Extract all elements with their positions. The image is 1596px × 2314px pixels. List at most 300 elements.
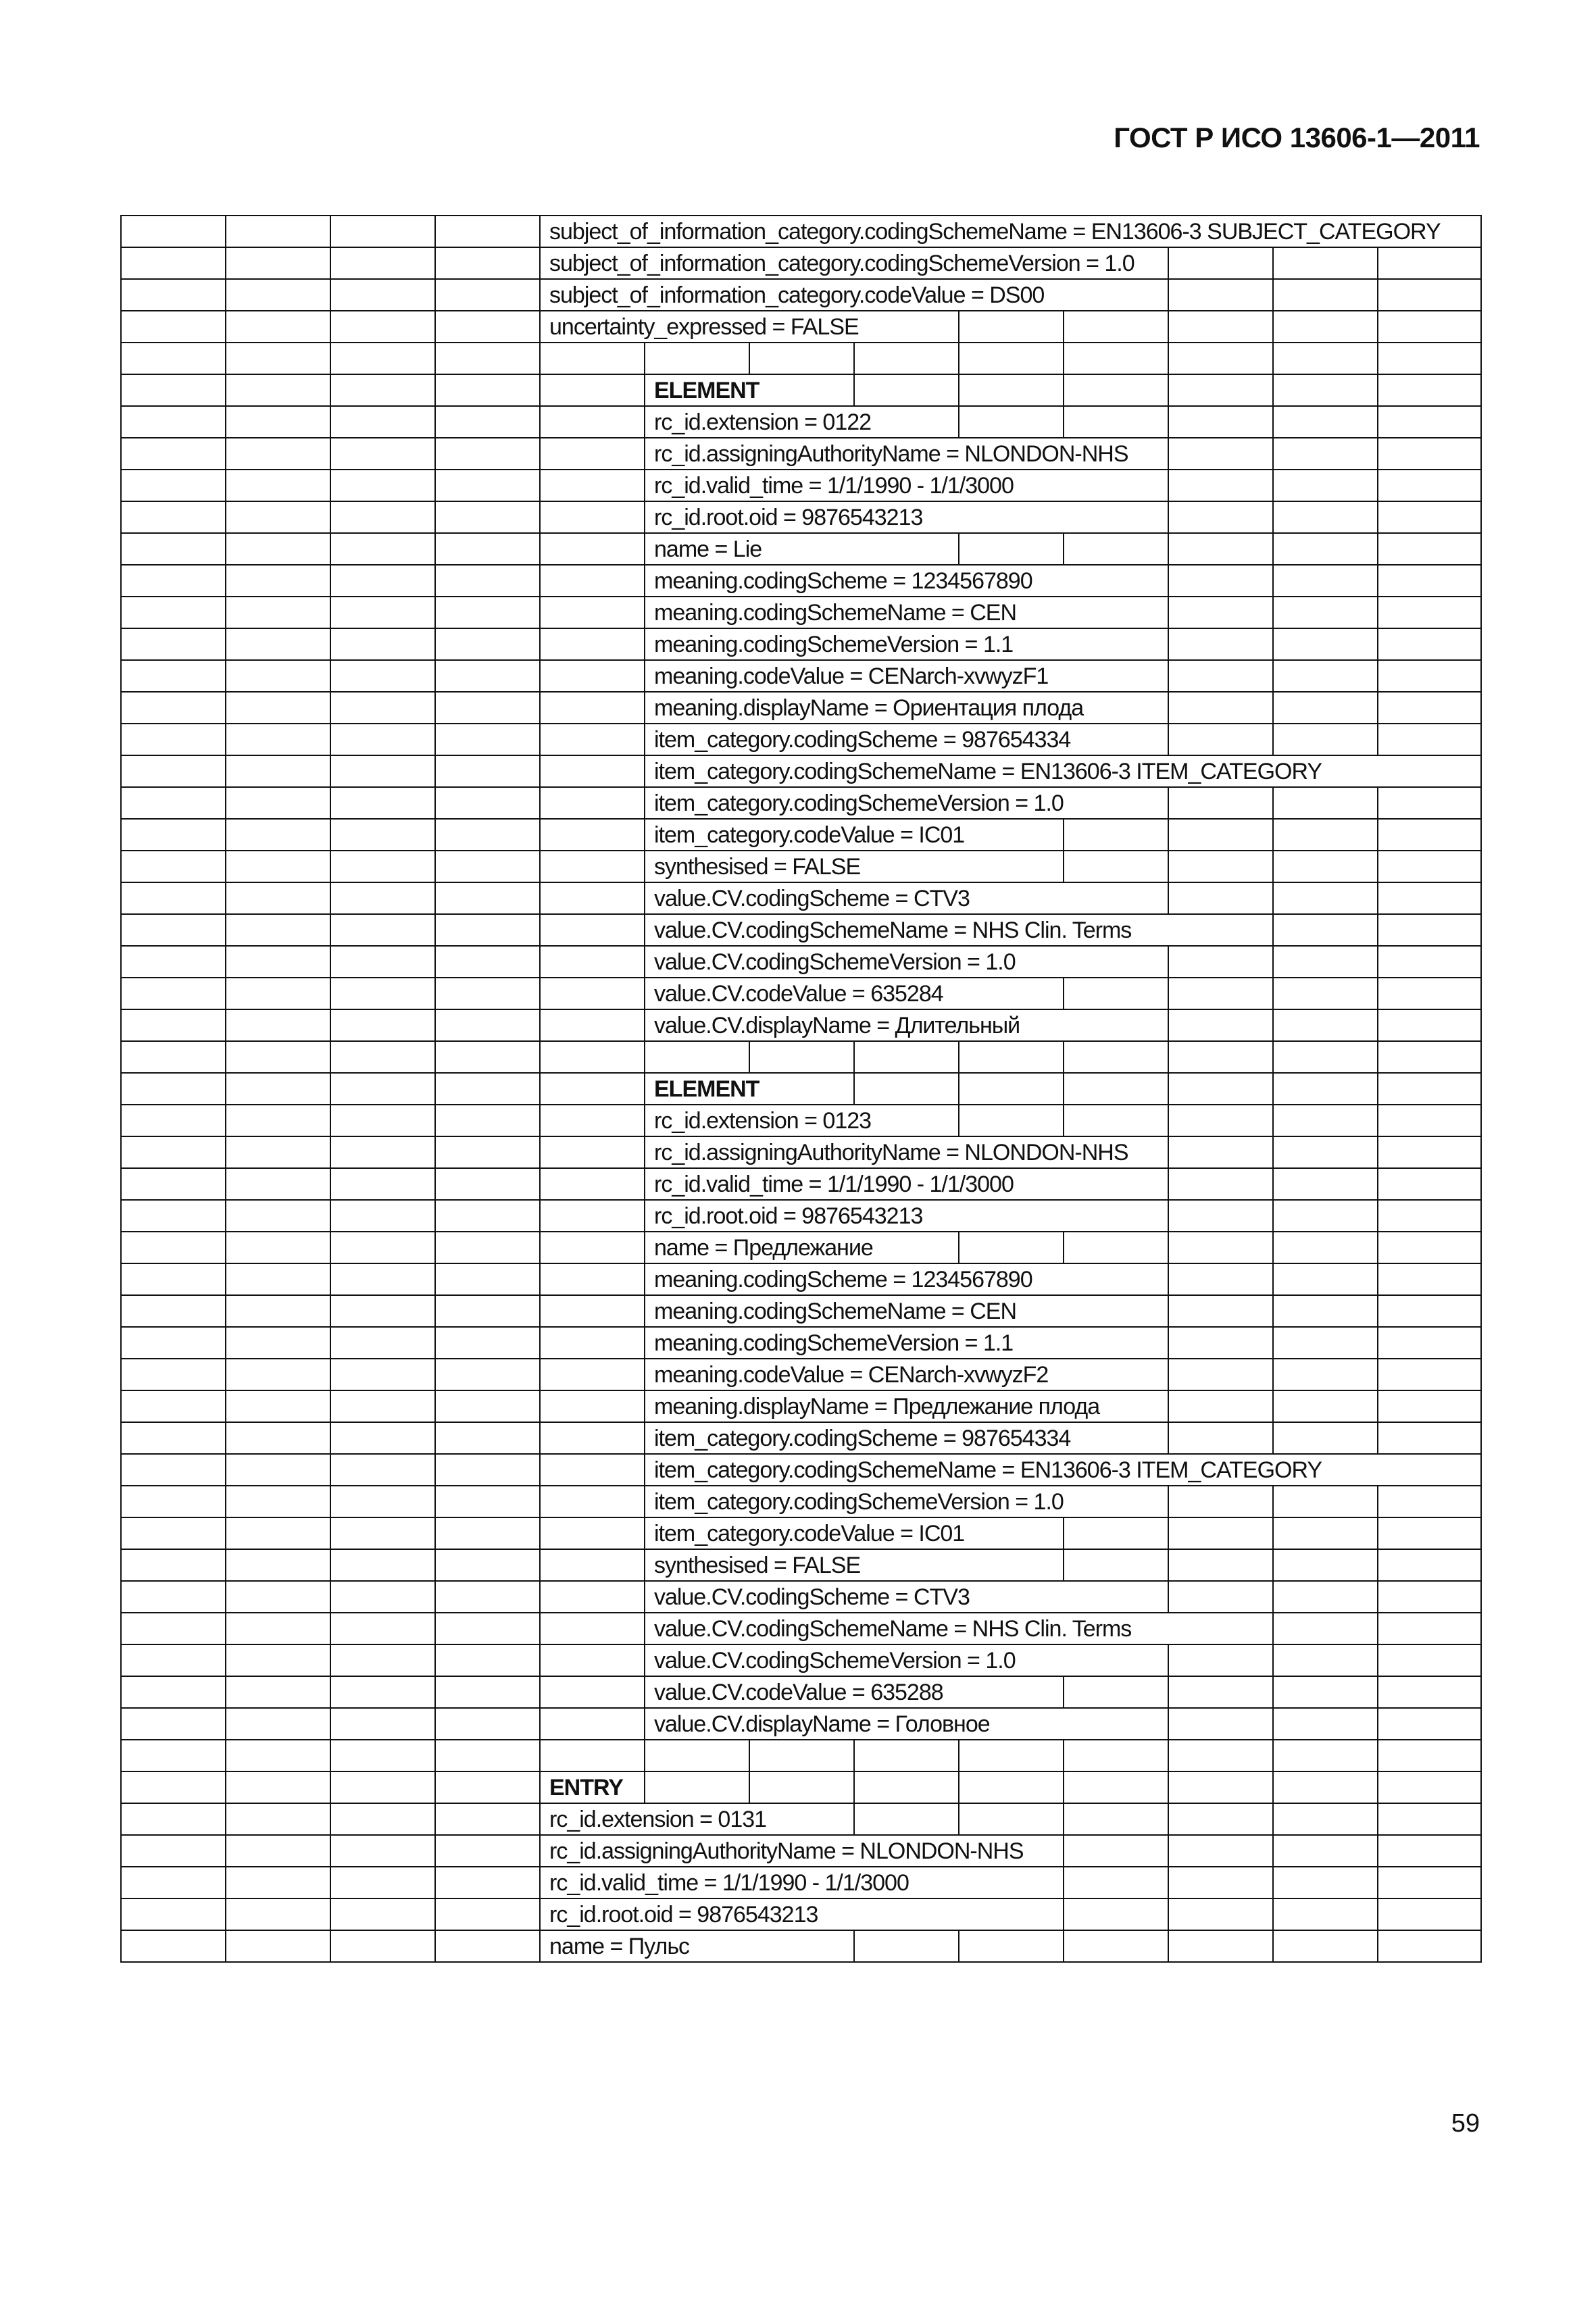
empty-cell (854, 1771, 959, 1803)
table-row (121, 724, 1481, 755)
entry-text-cell: rc_id.valid_time = 1/1/1990 - 1/1/3000 (645, 1168, 1168, 1200)
empty-cell (1273, 1295, 1378, 1327)
empty-cell (226, 311, 330, 343)
empty-cell (435, 1136, 540, 1168)
empty-cell (435, 1613, 540, 1644)
empty-cell (1378, 1613, 1481, 1644)
empty-cell (1168, 1835, 1273, 1867)
empty-cell (226, 1009, 330, 1041)
empty-cell (1168, 1168, 1273, 1200)
empty-cell (121, 1708, 226, 1740)
table-row (121, 438, 1481, 470)
empty-cell (330, 1549, 435, 1581)
empty-cell (435, 628, 540, 660)
empty-cell (1168, 660, 1273, 692)
empty-cell (959, 1930, 1064, 1962)
empty-cell (121, 1105, 226, 1136)
empty-cell (121, 1613, 226, 1644)
empty-cell (435, 692, 540, 724)
empty-cell (226, 1486, 330, 1517)
empty-cell (121, 1803, 226, 1835)
empty-cell (540, 597, 645, 628)
table-row (121, 1041, 1481, 1073)
empty-cell (1168, 1200, 1273, 1232)
empty-cell (1168, 851, 1273, 882)
empty-cell (1064, 1771, 1168, 1803)
empty-cell (435, 1581, 540, 1613)
empty-cell (1064, 374, 1168, 406)
empty-cell (854, 1803, 959, 1835)
empty-cell (540, 1676, 645, 1708)
table-row (121, 1390, 1481, 1422)
empty-cell (330, 1422, 435, 1454)
empty-cell (435, 660, 540, 692)
empty-cell (226, 1613, 330, 1644)
empty-cell (959, 1740, 1064, 1771)
empty-cell (1273, 660, 1378, 692)
empty-cell (1168, 1644, 1273, 1676)
empty-cell (540, 1581, 645, 1613)
entry-text-cell: item_category.codingSchemeName = EN13606-3 ITEM_CATEGORY (645, 755, 1481, 787)
entry-text-cell: item_category.codeValue = IC01 (645, 819, 1064, 851)
empty-cell (121, 1517, 226, 1549)
empty-cell (1168, 1771, 1273, 1803)
empty-cell (1168, 1867, 1273, 1898)
empty-cell (959, 1041, 1064, 1073)
empty-cell (1273, 1835, 1378, 1867)
empty-cell (1273, 533, 1378, 565)
empty-cell (330, 501, 435, 533)
empty-cell (226, 1644, 330, 1676)
empty-cell (435, 216, 540, 247)
empty-cell (435, 1549, 540, 1581)
empty-cell (540, 660, 645, 692)
empty-cell (330, 1740, 435, 1771)
empty-cell (959, 343, 1064, 374)
empty-cell (540, 1422, 645, 1454)
empty-cell (1378, 1359, 1481, 1390)
empty-cell (1064, 1835, 1168, 1867)
table-row (121, 1676, 1481, 1708)
table-row (121, 1581, 1481, 1613)
empty-cell (435, 1200, 540, 1232)
empty-cell (226, 819, 330, 851)
table-row (121, 1549, 1481, 1581)
empty-cell (121, 406, 226, 438)
empty-cell (1273, 914, 1378, 946)
empty-cell (330, 438, 435, 470)
empty-cell (540, 406, 645, 438)
empty-cell (121, 311, 226, 343)
empty-cell (1064, 1803, 1168, 1835)
empty-cell (121, 1740, 226, 1771)
empty-cell (330, 1771, 435, 1803)
entry-text-cell: uncertainty_expressed = FALSE (540, 311, 959, 343)
empty-cell (121, 1422, 226, 1454)
empty-cell (121, 724, 226, 755)
empty-cell (1273, 1359, 1378, 1390)
table-row (121, 787, 1481, 819)
empty-cell (121, 438, 226, 470)
empty-cell (1378, 1740, 1481, 1771)
table-row (121, 247, 1481, 279)
entry-text-cell: synthesised = FALSE (645, 1549, 1064, 1581)
empty-cell (1168, 1327, 1273, 1359)
table-row (121, 851, 1481, 882)
empty-cell (1378, 1898, 1481, 1930)
empty-cell (749, 1740, 854, 1771)
entry-text-cell: value.CV.codingScheme = CTV3 (645, 882, 1168, 914)
table-row (121, 628, 1481, 660)
empty-cell (435, 914, 540, 946)
empty-cell (1168, 311, 1273, 343)
empty-cell (1168, 882, 1273, 914)
empty-cell (330, 1041, 435, 1073)
empty-cell (330, 1454, 435, 1486)
empty-cell (226, 1105, 330, 1136)
empty-cell (540, 1041, 645, 1073)
entry-text-cell: meaning.codingScheme = 1234567890 (645, 1263, 1168, 1295)
entry-text-cell: meaning.codingSchemeVersion = 1.1 (645, 1327, 1168, 1359)
table-row (121, 1708, 1481, 1740)
empty-cell (330, 1263, 435, 1295)
table-row (121, 1422, 1481, 1454)
empty-cell (1273, 1073, 1378, 1105)
empty-cell (121, 851, 226, 882)
empty-cell (1064, 311, 1168, 343)
empty-cell (330, 533, 435, 565)
empty-cell (435, 438, 540, 470)
empty-cell (330, 1803, 435, 1835)
empty-cell (121, 1581, 226, 1613)
empty-cell (1378, 470, 1481, 501)
page-number: 59 (1451, 2109, 1480, 2138)
empty-cell (1273, 1136, 1378, 1168)
empty-cell (226, 1295, 330, 1327)
empty-cell (1064, 819, 1168, 851)
empty-cell (121, 1009, 226, 1041)
empty-cell (540, 978, 645, 1009)
table-row (121, 1263, 1481, 1295)
empty-cell (540, 1073, 645, 1105)
empty-cell (1273, 247, 1378, 279)
empty-cell (121, 882, 226, 914)
empty-cell (1378, 501, 1481, 533)
entry-text-cell: item_category.codingSchemeVersion = 1.0 (645, 1486, 1168, 1517)
empty-cell (226, 216, 330, 247)
empty-cell (435, 470, 540, 501)
empty-cell (540, 1740, 645, 1771)
empty-cell (226, 1740, 330, 1771)
empty-cell (1168, 1041, 1273, 1073)
empty-cell (1273, 1644, 1378, 1676)
empty-cell (121, 1644, 226, 1676)
empty-cell (1273, 1708, 1378, 1740)
table-row (121, 216, 1481, 247)
empty-cell (540, 501, 645, 533)
table-row (121, 946, 1481, 978)
empty-cell (226, 1867, 330, 1898)
empty-cell (226, 755, 330, 787)
table-row (121, 1486, 1481, 1517)
empty-cell (1273, 1898, 1378, 1930)
empty-cell (226, 724, 330, 755)
empty-cell (1378, 1835, 1481, 1867)
empty-cell (540, 946, 645, 978)
empty-cell (435, 1390, 540, 1422)
empty-cell (1378, 533, 1481, 565)
empty-cell (1064, 1232, 1168, 1263)
empty-cell (1273, 1867, 1378, 1898)
empty-cell (1064, 1073, 1168, 1105)
empty-cell (121, 1771, 226, 1803)
empty-cell (1273, 1390, 1378, 1422)
empty-cell (330, 787, 435, 819)
empty-cell (121, 1676, 226, 1708)
empty-cell (226, 1930, 330, 1962)
empty-cell (121, 1359, 226, 1390)
entry-text-cell: subject_of_information_category.codingSchemeName = EN13606-3 SUBJECT_CATEGORY (540, 216, 1481, 247)
empty-cell (121, 279, 226, 311)
empty-cell (1273, 1327, 1378, 1359)
empty-cell (226, 660, 330, 692)
empty-cell (330, 851, 435, 882)
entry-text-cell (645, 1041, 749, 1073)
empty-cell (1064, 1898, 1168, 1930)
table-row (121, 1009, 1481, 1041)
empty-cell (121, 946, 226, 978)
empty-cell (330, 1200, 435, 1232)
empty-cell (330, 1009, 435, 1041)
empty-cell (121, 216, 226, 247)
empty-cell (226, 1676, 330, 1708)
entry-text-cell: rc_id.assigningAuthorityName = NLONDON-NHS (540, 1835, 1064, 1867)
empty-cell (435, 1676, 540, 1708)
empty-cell (435, 1740, 540, 1771)
table-row (121, 533, 1481, 565)
empty-cell (1378, 1422, 1481, 1454)
entry-text-cell: rc_id.extension = 0122 (645, 406, 959, 438)
empty-cell (1273, 565, 1378, 597)
empty-cell (435, 501, 540, 533)
empty-cell (540, 438, 645, 470)
empty-cell (330, 1295, 435, 1327)
table-row (121, 1232, 1481, 1263)
empty-cell (226, 1390, 330, 1422)
empty-cell (330, 628, 435, 660)
empty-cell (121, 533, 226, 565)
empty-cell (854, 1073, 959, 1105)
empty-cell (121, 374, 226, 406)
empty-cell (121, 1200, 226, 1232)
empty-cell (1064, 1676, 1168, 1708)
empty-cell (435, 1327, 540, 1359)
empty-cell (435, 343, 540, 374)
empty-cell (330, 1136, 435, 1168)
empty-cell (1378, 787, 1481, 819)
empty-cell (121, 1327, 226, 1359)
table-row (121, 374, 1481, 406)
empty-cell (540, 1136, 645, 1168)
empty-cell (1378, 1009, 1481, 1041)
empty-cell (435, 819, 540, 851)
empty-cell (1168, 470, 1273, 501)
empty-cell (1378, 1676, 1481, 1708)
empty-cell (1168, 946, 1273, 978)
table-row (121, 1771, 1481, 1803)
empty-cell (121, 660, 226, 692)
empty-cell (540, 1263, 645, 1295)
empty-cell (1168, 1898, 1273, 1930)
empty-cell (540, 787, 645, 819)
table-row (121, 1803, 1481, 1835)
entry-text-cell (645, 1740, 749, 1771)
empty-cell (959, 1803, 1064, 1835)
empty-cell (226, 501, 330, 533)
empty-cell (1064, 851, 1168, 882)
table-row (121, 882, 1481, 914)
empty-cell (1064, 1549, 1168, 1581)
empty-cell (1378, 1041, 1481, 1073)
empty-cell (854, 1930, 959, 1962)
table-row (121, 1613, 1481, 1644)
empty-cell (645, 343, 749, 374)
empty-cell (226, 406, 330, 438)
entry-text-cell: meaning.codingSchemeName = CEN (645, 597, 1168, 628)
empty-cell (1168, 1073, 1273, 1105)
empty-cell (1273, 1581, 1378, 1613)
empty-cell (540, 374, 645, 406)
empty-cell (226, 1232, 330, 1263)
table-row (121, 914, 1481, 946)
empty-cell (226, 1549, 330, 1581)
empty-cell (540, 1454, 645, 1486)
empty-cell (330, 724, 435, 755)
empty-cell (121, 787, 226, 819)
entry-text-cell: name = Предлежание (645, 1232, 959, 1263)
empty-cell (1064, 1517, 1168, 1549)
empty-cell (1168, 1422, 1273, 1454)
empty-cell (1064, 1105, 1168, 1136)
empty-cell (226, 628, 330, 660)
empty-cell (330, 660, 435, 692)
empty-cell (330, 1517, 435, 1549)
empty-cell (1273, 343, 1378, 374)
empty-cell (540, 1009, 645, 1041)
empty-cell (435, 374, 540, 406)
empty-cell (959, 374, 1064, 406)
empty-cell (226, 438, 330, 470)
empty-cell (1273, 724, 1378, 755)
empty-cell (330, 1708, 435, 1740)
empty-cell (435, 1771, 540, 1803)
empty-cell (1273, 1263, 1378, 1295)
empty-cell (749, 1041, 854, 1073)
table-row (121, 343, 1481, 374)
empty-cell (121, 1549, 226, 1581)
empty-cell (1273, 1517, 1378, 1549)
empty-cell (330, 311, 435, 343)
empty-cell (226, 343, 330, 374)
empty-cell (330, 1898, 435, 1930)
empty-cell (1378, 279, 1481, 311)
entry-text-cell: meaning.codingSchemeName = CEN (645, 1295, 1168, 1327)
entry-text-cell: ENTRY (540, 1771, 645, 1803)
table-row (121, 755, 1481, 787)
data-table (120, 215, 1482, 1963)
empty-cell (854, 1041, 959, 1073)
table-row (121, 1644, 1481, 1676)
empty-cell (1168, 1803, 1273, 1835)
empty-cell (330, 216, 435, 247)
table-row (121, 406, 1481, 438)
empty-cell (959, 1771, 1064, 1803)
table-row (121, 470, 1481, 501)
empty-cell (540, 533, 645, 565)
empty-cell (540, 1390, 645, 1422)
empty-cell (1273, 1613, 1378, 1644)
empty-cell (540, 914, 645, 946)
empty-cell (540, 724, 645, 755)
empty-cell (1378, 724, 1481, 755)
empty-cell (1273, 597, 1378, 628)
empty-cell (1378, 1486, 1481, 1517)
empty-cell (540, 1200, 645, 1232)
empty-cell (435, 533, 540, 565)
empty-cell (1273, 501, 1378, 533)
empty-cell (1378, 1295, 1481, 1327)
empty-cell (226, 692, 330, 724)
empty-cell (121, 1390, 226, 1422)
table-row (121, 1835, 1481, 1867)
empty-cell (121, 1867, 226, 1898)
entry-text-cell: subject_of_information_category.codingSchemeVersion = 1.0 (540, 247, 1168, 279)
empty-cell (226, 1073, 330, 1105)
empty-cell (1168, 1930, 1273, 1962)
empty-cell (226, 851, 330, 882)
empty-cell (1168, 374, 1273, 406)
empty-cell (226, 946, 330, 978)
entry-text-cell: value.CV.displayName = Длительный (645, 1009, 1168, 1041)
empty-cell (330, 343, 435, 374)
table-row (121, 1867, 1481, 1898)
empty-cell (540, 1613, 645, 1644)
empty-cell (1273, 1422, 1378, 1454)
empty-cell (1273, 787, 1378, 819)
empty-cell (121, 1168, 226, 1200)
entry-text-cell: value.CV.codingScheme = CTV3 (645, 1581, 1168, 1613)
empty-cell (226, 1803, 330, 1835)
empty-cell (330, 1867, 435, 1898)
empty-cell (435, 724, 540, 755)
empty-cell (1273, 1486, 1378, 1517)
empty-cell (226, 597, 330, 628)
empty-cell (1273, 374, 1378, 406)
empty-cell (540, 1327, 645, 1359)
empty-cell (1273, 1200, 1378, 1232)
empty-cell (1378, 660, 1481, 692)
entry-text-cell: ELEMENT (645, 1073, 854, 1105)
table-row (121, 565, 1481, 597)
entry-text-cell (540, 343, 645, 374)
empty-cell (1064, 343, 1168, 374)
empty-cell (540, 1105, 645, 1136)
empty-cell (959, 406, 1064, 438)
empty-cell (540, 1232, 645, 1263)
empty-cell (540, 1549, 645, 1581)
empty-cell (1168, 628, 1273, 660)
empty-cell (121, 819, 226, 851)
